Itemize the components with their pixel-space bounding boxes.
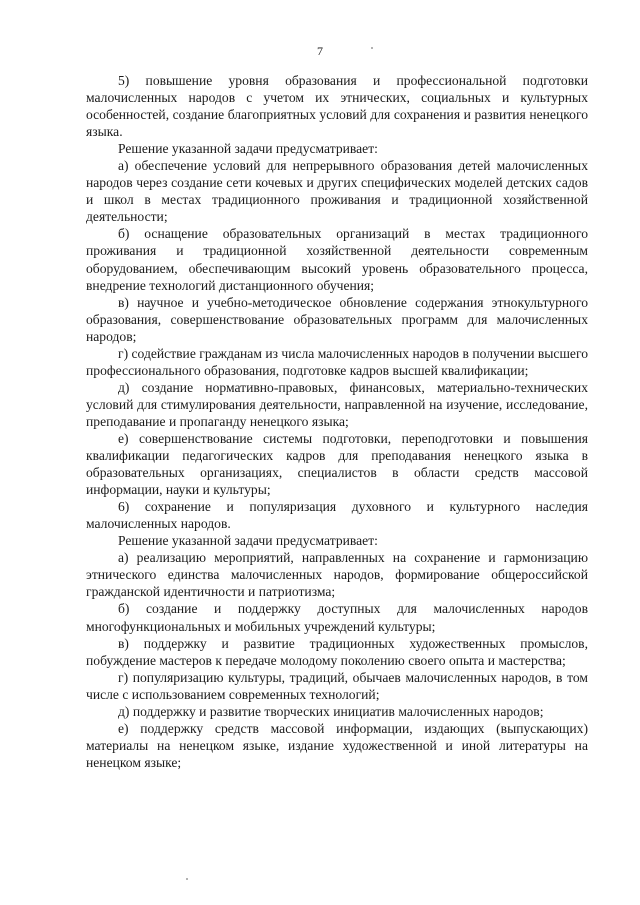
paragraph: д) создание нормативно-правовых, финансовых, материально-технических условий для стимулирования деятельности, направленной на изучение, исследование, преподавание и пропаганду ненецкого языка; [86,379,588,429]
paragraph: а) обеспечение условий для непрерывного образования детей малочисленных народов через создание сети кочевых и других специфических моделей детских садов и школ в местах традиционного проживания и традиционной хозяйственной деятельности; [86,158,588,225]
paragraph: е) совершенствование системы подготовки, переподготовки и повышения квалификации педагогических кадров для преподавания ненецкого языка в образовательных организациях, специалистов в области средств массовой информации, науки и культуры; [86,430,588,498]
paragraph: е) поддержку средств массовой информации, издающих (выпускающих) материалы на ненецком языке, издание художественной и иной литературы на ненецком языке; [86,720,588,770]
scan-speck [186,878,188,880]
paragraph: д) поддержку и развитие творческих инициатив малочисленных народов; [118,703,544,719]
scan-speck [371,47,373,49]
paragraph: а) реализацию мероприятий, направленных на сохранение и гармонизацию этнического единства малочисленных народов, формирование общероссийской гражданской идентичности и патриотизма; [86,550,588,600]
paragraph: 6) сохранение и популяризация духовного и культурного наследия малочисленных народов. [86,499,588,532]
paragraph: б) оснащение образовательных организаций в местах традиционного проживания и традиционной хозяйственной деятельности современным оборудованием, обеспечивающим высокий уровень образовательного процесса, внедрение технологий дистанционного обучения; [86,226,588,293]
page-number: 7 [317,44,323,58]
paragraph: г) популяризацию культуры, традиций, обычаев малочисленных народов, в том числе с использованием современных технологий; [86,669,588,702]
paragraph: Решение указанной задачи предусматривает: [118,533,378,549]
paragraph: в) научное и учебно-методическое обновление содержания этнокультурного образования, совершенствование образовательных программ для малочисленных народов; [86,294,588,344]
paragraph: б) создание и поддержку доступных для малочисленных народов многофункциональных и мобильных учреждений культуры; [86,601,588,634]
paragraph: 5) повышение уровня образования и профессиональной подготовки малочисленных народов с учетом их этнических, социальных и культурных особенностей, создание благоприятных условий для сохранения и развития ненецкого языка. [86,73,588,140]
paragraph: г) содействие гражданам из числа малочисленных народов в получении высшего профессионального образования, подготовке кадров высшей квалификации; [86,345,588,378]
document-body [86,72,588,771]
paragraph: Решение указанной задачи предусматривает: [118,141,378,157]
paragraph: в) поддержку и развитие традиционных художественных промыслов, побуждение мастеров к передаче молодому поколению своего опыта и мастерства; [86,635,588,668]
